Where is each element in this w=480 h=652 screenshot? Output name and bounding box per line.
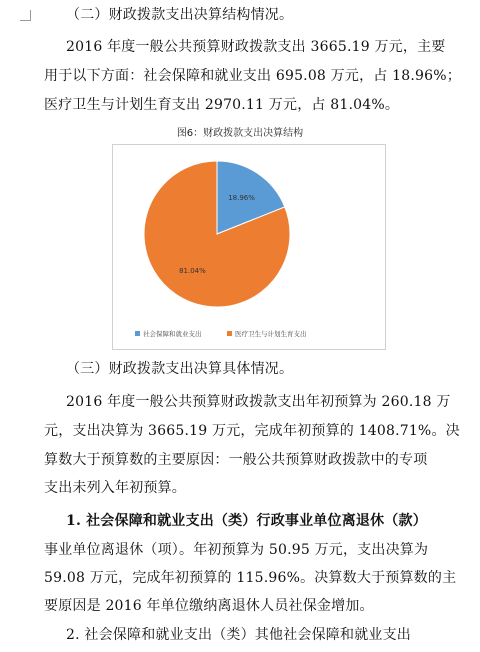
paragraph-line: 医疗卫生与计划生育支出 2970.11 万元，占 81.04%。 — [44, 97, 400, 113]
paragraph-line: 元，支出决算为 3665.19 万元，完成年初预算的 1408.71%。决 — [44, 423, 460, 439]
pie-chart-svg — [113, 145, 385, 349]
paragraph-line: 算数大于预算数的主要原因：一般公共预算财政拨款中的专项 — [44, 452, 428, 468]
paragraph-line: 59.08 万元，完成年初预算的 115.96%。决算数大于预算数的主 — [44, 570, 457, 586]
legend-label: 医疗卫生与计划生育支出 — [235, 330, 307, 338]
paragraph-line: 事业单位离退休（项）。年初预算为 50.95 万元，支出决算为 — [44, 542, 429, 558]
page-corner-mark — [20, 10, 31, 21]
slice-data-label: 81.04% — [179, 266, 206, 275]
paragraph-line: 要原因是 2016 年单位缴纳离退休人员社保金增加。 — [44, 598, 374, 614]
paragraph-line: 2016 年度一般公共预算财政拨款支出 3665.19 万元，主要 — [66, 39, 446, 55]
list-item-2-line: 2. 社会保障和就业支出（类）其他社会保障和就业支出 — [66, 627, 412, 643]
legend-swatch — [227, 331, 232, 336]
pie-chart — [112, 144, 386, 350]
legend-label: 社会保障和就业支出 — [143, 330, 202, 338]
paragraph-line: 2016 年度一般公共预算财政拨款支出年初预算为 260.18 万 — [66, 394, 451, 410]
paragraph-line: 支出未列入年初预算。 — [44, 480, 186, 496]
list-item-1-line: 1. 社会保障和就业支出（类）行政事业单位离退休（款） — [66, 513, 427, 529]
section2-heading: （二）财政拨款支出决算结构情况。 — [66, 7, 294, 23]
figure-caption: 图6：财政拨款支出决算结构 — [176, 128, 304, 139]
slice-data-label: 18.96% — [228, 194, 255, 203]
legend-swatch — [135, 331, 140, 336]
paragraph-line: 用于以下方面：社会保障和就业支出 695.08 万元，占 18.96%； — [44, 68, 461, 84]
section3-heading: （三）财政拨款支出决算具体情况。 — [66, 361, 294, 377]
